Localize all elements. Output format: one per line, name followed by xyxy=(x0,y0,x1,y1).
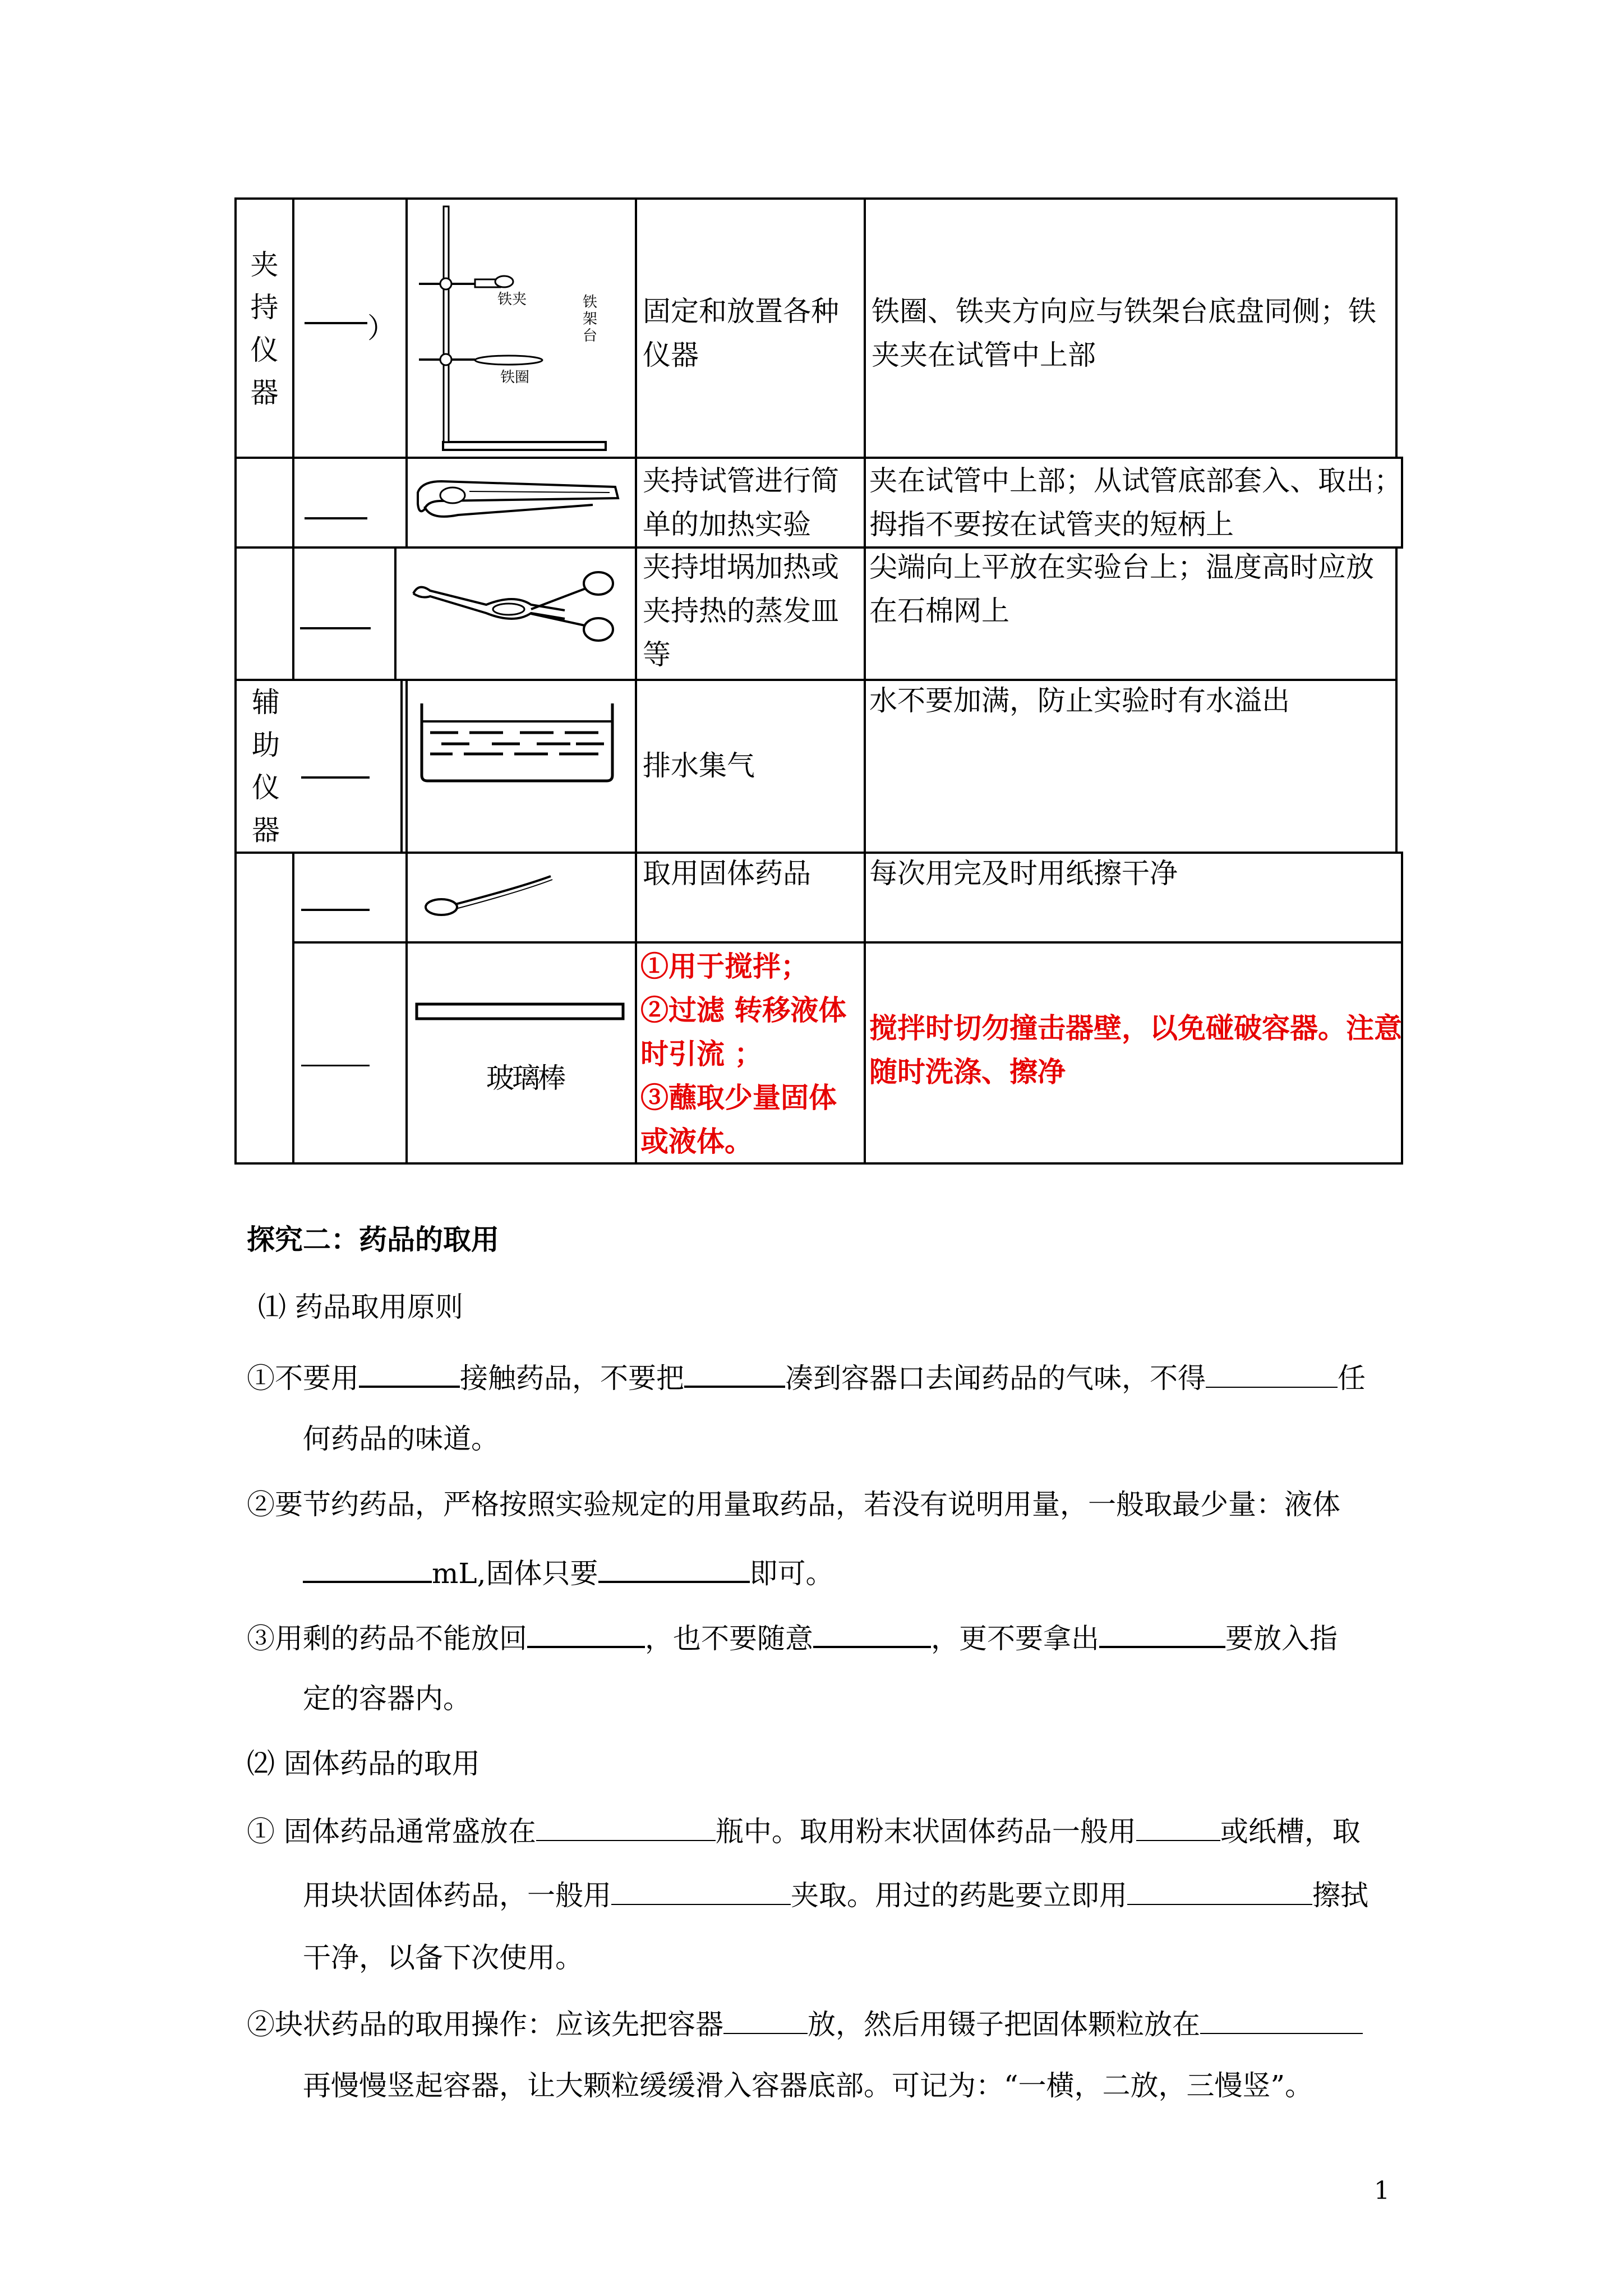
note-cell xyxy=(864,546,1398,681)
name-cell xyxy=(292,197,408,459)
name-blank xyxy=(305,322,367,324)
blank[interactable] xyxy=(598,1553,750,1583)
name-suffix: ） xyxy=(367,312,395,344)
note-text: 铁圈、铁夹方向应与铁架台底盘同侧；铁夹夹在试管中上部 xyxy=(872,295,1376,371)
note-text: 搅拌时切勿撞击器壁，以免碰破容器。注意随时洗涤、擦净 xyxy=(869,1011,1402,1088)
blank[interactable] xyxy=(1127,1876,1312,1905)
use-cell xyxy=(635,852,866,944)
group-cell xyxy=(234,852,294,1165)
label-iron-clamp: 铁夹 xyxy=(497,291,527,308)
note-text: 水不要加满，防止实验时有水溢出 xyxy=(869,684,1290,717)
group-cell xyxy=(234,457,294,549)
test-tube-holder-image xyxy=(408,459,632,549)
use-text: 取用固体药品 xyxy=(643,857,811,890)
paragraph-4-line-1: ① 固体药品通常盛放在 瓶中。取用粉末状固体药品一般用 或纸槽，取 xyxy=(247,1812,1361,1848)
note-cell xyxy=(864,852,1403,944)
blank[interactable] xyxy=(723,2005,808,2034)
glass-rod-image xyxy=(408,944,632,1162)
use-text: 夹持坩埚加热或夹持热的蒸发皿等 xyxy=(643,551,839,671)
name-blank xyxy=(301,909,370,911)
paragraph-2-line-2: mL,固体只要 即可。 xyxy=(303,1553,834,1590)
image-cell xyxy=(405,197,637,459)
blank[interactable] xyxy=(1136,1812,1220,1841)
group-label: 辅助仪器 xyxy=(252,686,280,846)
medicine-spoon-image xyxy=(408,854,632,944)
use-text: 夹持试管进行简单的加热实验 xyxy=(643,464,839,541)
note-text: 尖端向上平放在实验台上；温度高时应放在石棉网上 xyxy=(869,551,1374,627)
blank[interactable] xyxy=(1099,1618,1225,1648)
note-cell xyxy=(864,679,1398,854)
name-cell xyxy=(292,941,408,1165)
group-label: 夹持仪器 xyxy=(250,249,279,409)
use-text: ①用于搅拌； ②过滤 转移液体时引流 ； ③蘸取少量固体或液体。 xyxy=(640,950,847,1158)
name-cell xyxy=(292,546,396,681)
note-cell xyxy=(864,197,1398,459)
paragraph-1-line-1: ①不要用 接触药品，不要把 凑到容器口去闻药品的气味，不得 任 xyxy=(247,1358,1366,1395)
paragraph-1-line-2: 何药品的味道。 xyxy=(303,1423,499,1455)
note-text: 每次用完及时用纸擦干净 xyxy=(869,857,1178,890)
name-cell xyxy=(292,852,408,944)
crucible-tongs-image xyxy=(396,549,638,681)
name-blank xyxy=(305,517,367,519)
note-cell xyxy=(864,941,1403,1165)
name-blank xyxy=(301,1065,370,1066)
use-cell xyxy=(635,457,866,549)
paragraph-4-line-2: 用块状固体药品，一般用 夹取。用过的药匙要立即用 擦拭 xyxy=(303,1876,1368,1912)
label-iron-stand: 铁架台 xyxy=(583,294,598,344)
glass-rod-label: 玻璃棒 xyxy=(486,1062,564,1094)
image-cell xyxy=(405,852,637,944)
blank[interactable] xyxy=(611,1876,791,1905)
use-cell xyxy=(635,941,866,1165)
blank[interactable] xyxy=(303,1553,432,1583)
page-number: 1 xyxy=(1374,2177,1390,2205)
group-cell-clamping xyxy=(234,197,294,459)
paragraph-5-line-2: 再慢慢竖起容器，让大颗粒缓缓滑入容器底部。可记为：“一横，二放，三慢竖”。 xyxy=(303,2069,1313,2102)
subheading-solid: ⑵ 固体药品的取用 xyxy=(247,1747,480,1780)
paragraph-3-line-2: 定的容器内。 xyxy=(303,1682,471,1715)
blank[interactable] xyxy=(536,1812,716,1841)
name-blank xyxy=(301,776,370,779)
name-cell xyxy=(294,679,408,854)
blank[interactable] xyxy=(527,1618,645,1648)
name-cell xyxy=(292,457,408,549)
use-text: 固定和放置各种仪器 xyxy=(643,295,839,371)
water-trough-image xyxy=(408,681,632,849)
blank[interactable] xyxy=(1206,1359,1338,1388)
use-cell xyxy=(635,546,866,681)
blank[interactable] xyxy=(684,1358,785,1388)
name-blank xyxy=(300,627,371,629)
use-text: 排水集气 xyxy=(643,749,755,782)
section-title: 探究二：药品的取用 xyxy=(247,1223,499,1256)
note-cell xyxy=(864,457,1403,549)
note-text: 夹在试管中上部；从试管底部套入、取出；拇指不要按在试管夹的短柄上 xyxy=(869,464,1402,541)
image-cell xyxy=(394,546,637,681)
blank[interactable] xyxy=(813,1618,931,1648)
image-cell xyxy=(405,457,637,549)
label-iron-ring: 铁圈 xyxy=(500,369,530,386)
image-cell xyxy=(405,941,637,1165)
image-cell xyxy=(405,679,637,854)
blank[interactable] xyxy=(359,1358,460,1388)
use-cell xyxy=(635,679,866,854)
blank[interactable] xyxy=(1200,2005,1363,2034)
paragraph-5-line-1: ②块状药品的取用操作：应该先把容器 放，然后用镊子把固体颗粒放在 xyxy=(247,2005,1363,2041)
subheading-principles: ⑴ 药品取用原则 xyxy=(258,1291,463,1323)
use-cell xyxy=(635,197,866,459)
group-cell xyxy=(234,546,294,681)
paragraph-3-line-1: ③用剩的药品不能放回 ，也不要随意 ，更不要拿出 要放入指 xyxy=(247,1618,1338,1655)
paragraph-4-line-3: 干净，以备下次使用。 xyxy=(303,1941,583,1974)
paragraph-2-line-1: ②要节约药品，严格按照实验规定的用量取药品，若没有说明用量，一般取最少量：液体 xyxy=(247,1488,1340,1521)
